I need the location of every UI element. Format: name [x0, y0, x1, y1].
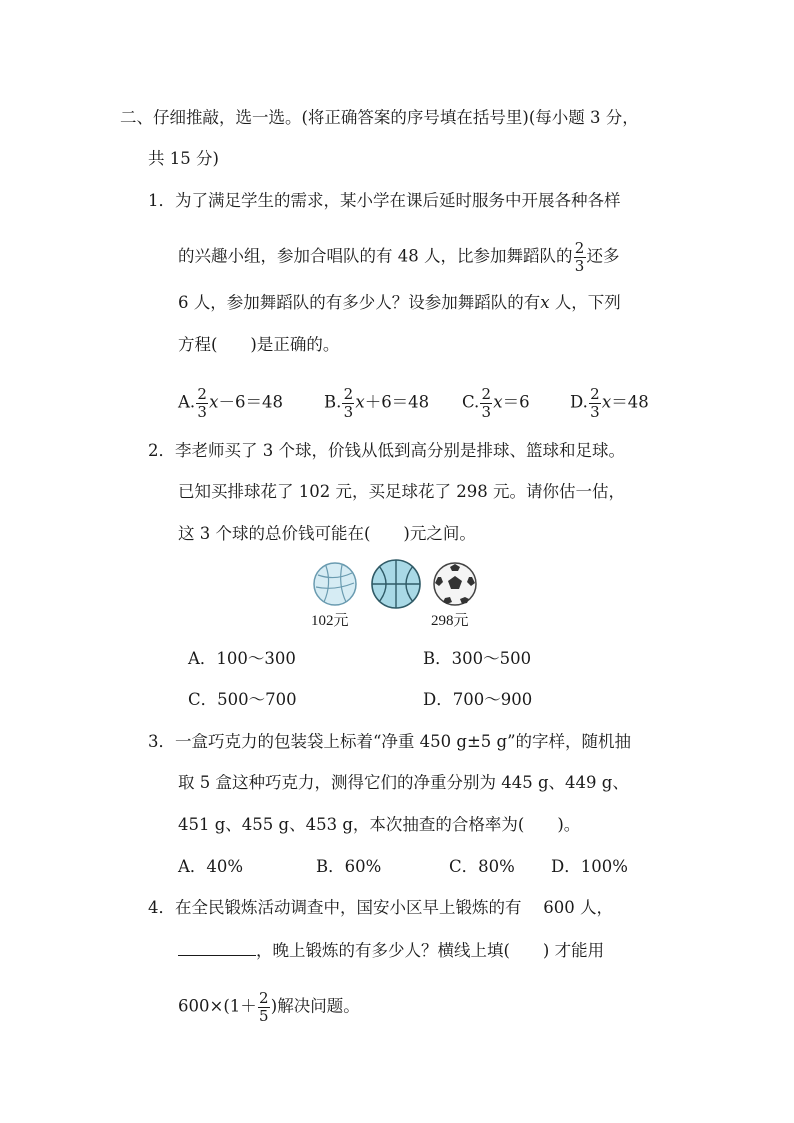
q1-option-b[interactable]: B. $\frac{2}{3}$ x＋6＝48 — [324, 385, 430, 421]
q3-option-a[interactable]: A．40% — [178, 857, 244, 876]
q1-option-c[interactable]: C. $\frac{2}{3}$ x＝6 — [462, 385, 530, 421]
section-heading: 二、仔细推敲，选一选。(将正确答案的序号填在括号里)(每小题 3 分， — [120, 108, 639, 127]
q1-line3: 6 人，参加舞蹈队的有多少人？设参加舞蹈队的有x 人，下列 — [178, 293, 621, 312]
q3-line1: 3．一盒巧克力的包装袋上标着“净重 450 g±5 g”的字样，随机抽 — [148, 732, 632, 751]
q1-line2-tail: 还多 — [586, 246, 620, 266]
q3-option-c[interactable]: C．80% — [449, 857, 515, 876]
q2-option-b[interactable]: B．300～500 — [423, 649, 532, 668]
basketball-icon — [369, 557, 423, 611]
q3-line2: 取 5 盒这种巧克力，测得它们的净重分别为 445 g、449 g、 — [178, 773, 629, 792]
q2-option-c[interactable]: C．500～700 — [188, 690, 297, 709]
q2-option-d[interactable]: D．700～900 — [423, 690, 533, 709]
q4-line3: 600×(1＋ $\frac{2}{5}$ )解决问题。 — [178, 989, 360, 1025]
q4-line1: 4．在全民锻炼活动调查中，国安小区早上锻炼的有 600 人， — [148, 898, 613, 917]
q1-line4: 方程( )是正确的。 — [178, 335, 340, 354]
q2-line1: 2．李老师买了 3 个球，价钱从低到高分别是排球、篮球和足球。 — [148, 441, 625, 460]
q2-line2: 已知买排球花了 102 元，买足球花了 298 元。请你估一估， — [178, 482, 625, 501]
q4-line2: ，晚上锻炼的有多少人？横线上填( ) 才能用 — [178, 939, 604, 962]
q2-option-a[interactable]: A．100～300 — [188, 649, 296, 668]
q3-option-b[interactable]: B．60% — [316, 857, 382, 876]
volleyball-icon — [312, 561, 358, 607]
q1-line2-text: 的兴趣小组，参加合唱队的有 48 人，比参加舞蹈队的 — [178, 246, 573, 266]
q1-line2 — [178, 240, 620, 274]
soccer-ball-icon — [432, 561, 478, 607]
volleyball-price: 102元 — [311, 613, 349, 629]
q3-option-d[interactable]: D．100% — [551, 857, 628, 876]
q2-line3: 这 3 个球的总价钱可能在( )元之间。 — [178, 524, 476, 543]
q1-option-a[interactable]: A. $\frac{2}{3}$ x－6＝48 — [178, 385, 283, 421]
fraction: $\frac{2}{3}$ — [574, 239, 585, 275]
q3-line3: 451 g、455 g、453 g，本次抽查的合格率为( )。 — [178, 815, 581, 834]
section-heading-cont: 共 15 分) — [148, 149, 219, 168]
fraction: $\frac{2}{5}$ — [258, 989, 269, 1025]
answer-blank[interactable] — [178, 939, 256, 956]
q1-option-d[interactable]: D. $\frac{2}{3}$ x＝48 — [570, 385, 649, 421]
soccer-ball-price: 298元 — [431, 613, 469, 629]
q1-line1: 1．为了满足学生的需求，某小学在课后延时服务中开展各种各样 — [148, 191, 621, 210]
